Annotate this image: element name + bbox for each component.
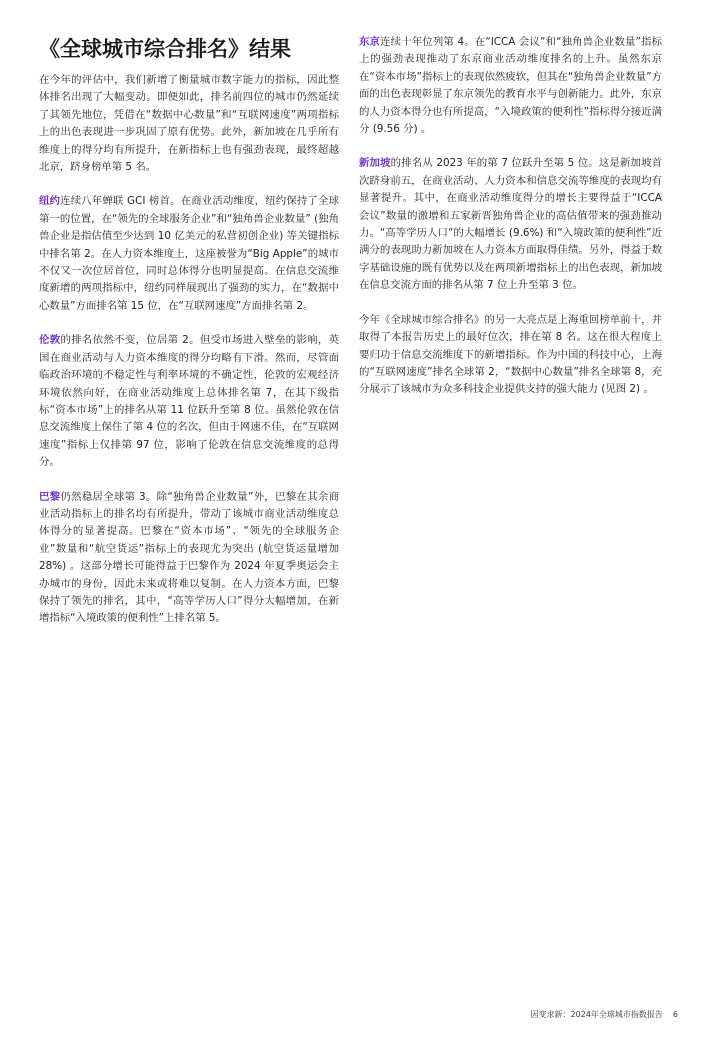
city-name-newyork: 纽约 <box>39 195 61 208</box>
city-name-paris: 巴黎 <box>39 490 61 503</box>
left-column <box>39 34 339 645</box>
city-name-tokyo: 东京 <box>359 36 381 48</box>
tokyo-paragraph <box>359 34 662 138</box>
singapore-text: 的排名从 2023 年的第 7 位跃升至第 5 位。这是新加坡首次跻身前五，在商业活动、人力资本和信息交流等维度的表现均有显著提升。其中，在商业活动维度得分的增长主要得益于“ICCA 会议”数量的激增和五家新晋独角兽企业的高估值带来的强劲推动力。“高等学历人口”的大幅增长 (9.6%) 和“入境政策的便利性”近满分的表现助力新加坡在人力资本方面取得佳绩。另外，得益于数字基础设施的既有优势以及在两项新增指标上的出色表现，新加坡在信息交流方面的排名从第 7 位上升至第 3 位。 <box>359 157 663 292</box>
page-footer <box>531 1009 678 1020</box>
intro-paragraph: 在今年的评估中，我们新增了衡量城市数字能力的指标，因此整体排名出现了大幅变动。即便如此，排名前四位的城市仍然延续了其领先地位，凭借在“数据中心数量”和“互联网速度”两项指标上的出色表现进一步巩固了原有优势。此外，新加坡在几乎所有维度上的得分均有所提升，在新指标上也有强劲表现，最终超越北京，跻身榜单第 5 名。 <box>39 74 339 174</box>
paris-text: 仍然稳居全球第 3。除“独角兽企业数量”外，巴黎在其余商业活动指标上的排名均有所提升，带动了该城市商业活动维度总体得分的显著提高。巴黎在“资本市场”、“领先的全球服务企业”数量和“航空货运”指标上的表现尤为突出 (航空货运量增加 28%) 。这部分增长可能得益于巴黎作为 2024 年夏季奥运会主办城市的身份，因此未来或将难以复制。在人力资本方面，巴黎保持了领先的排名，其中，“高等学历人口”得分大幅增加，在新增指标“入境政策的便利性”上排名第 5。 <box>39 490 339 625</box>
newyork-text: 连续八年蝉联 GCI 榜首。在商业活动维度，纽约保持了全球第一的位置，在“领先的全球服务企业”和“独角兽企业数量” (独角兽企业是指估值至少达到 10 亿美元的私营初创企业) 等关键指标中排名第 2。在人力资本维度上，这座被誉为“Big Apple”的城市不仅又一次位居首位，同时总体得分也明显提高。在信息交流维度新增的两项指标中，纽约同样展现出了强劲的实力，在“数据中心数量”方面排名第 15 位，在“互联网速度”方面排名第 2。 <box>39 195 340 312</box>
page-title: 《全球城市综合排名》结果 <box>39 37 291 61</box>
paris-paragraph <box>39 489 339 628</box>
london-paragraph <box>39 332 339 471</box>
tokyo-text: 连续十年位列第 4。在“ICCA 会议”和“独角兽企业数量”指标上的强劲表现推动了东京商业活动维度排名的上升。虽然东京在“资本市场”指标上的表现依然疲软，但其在“独角兽企业数量”方面的出色表现彰显了东京领先的教育水平与创新能力。此外，东京的人力资本得分也有所提高，“入境政策的便利性”指标得分接近满分 (9.56 分) 。 <box>359 36 662 136</box>
city-name-singapore: 新加坡 <box>359 157 391 170</box>
shanghai-paragraph: 今年《全球城市综合排名》的另一大亮点是上海重回榜单前十，并取得了本报告历史上的最好位次，排在第 8 名。这在很大程度上要归功于信息交流维度下的新增指标。作为中国的科技中心，上海的“互联网速度”排名全球第 2，“数据中心数量”排名全球第 8，充分展示了该城市为众多科技企业提供支持的强大能力 (见图 2) 。 <box>359 313 662 396</box>
london-text: 的排名依然不变，位居第 2。但受市场进入壁垒的影响，英国在商业活动与人力资本维度的得分均略有下滑。然而，尽管面临政治环境的不稳定性与利率环境的不确定性，伦敦的宏观经济环境依然向好，在商业活动维度上总体排名第 7，在其下级指标“资本市场”上的排名从第 11 位跃升至第 8 位。虽然伦敦在信息交流维度上保住了第 4 位的名次，但由于网速不佳，在“互联网速度”指标上仅排第 97 位，影响了伦敦在信息交流维度的总得分。 <box>39 334 339 469</box>
report-title: 因变求新：2024年全球城市指数报告 <box>530 1010 663 1019</box>
right-column <box>359 34 662 416</box>
newyork-paragraph <box>39 193 339 315</box>
singapore-paragraph <box>359 155 662 294</box>
page-number: 6 <box>672 1010 678 1019</box>
city-name-london: 伦敦 <box>39 334 61 347</box>
